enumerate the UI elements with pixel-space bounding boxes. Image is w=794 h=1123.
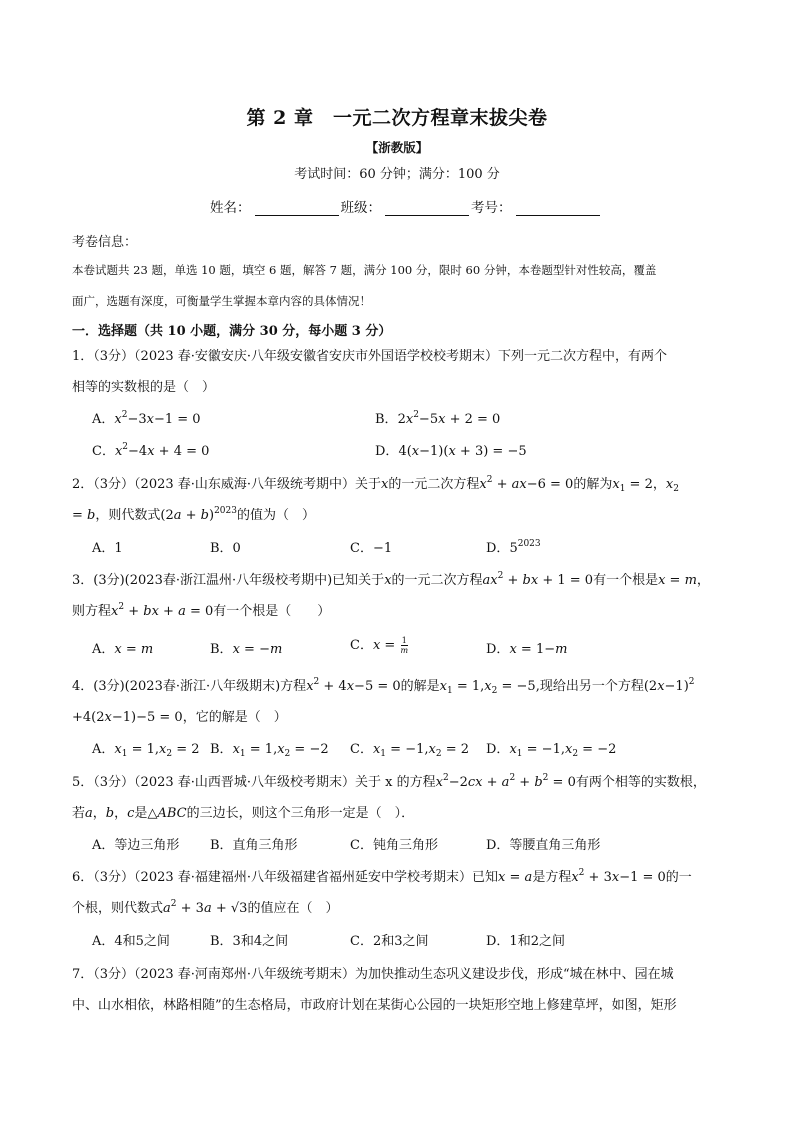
class-label: 班级：: [340, 200, 381, 216]
name-blank[interactable]: [255, 200, 339, 216]
q5-option-a[interactable]: A．等边三角形: [92, 838, 180, 853]
q4-option-b[interactable]: B．$x_1 = 1,x_2 = -2$: [210, 742, 329, 759]
q1-line-1: 1．（3分）（2023 春·安徽安庆·八年级安徽省安庆市外国语学校校考期末）下列一元二次方程中，有两个: [72, 349, 668, 364]
edition-label: 【浙教版】: [365, 140, 429, 155]
q4-option-d[interactable]: D．$x_1 = -1,x_2 = -2$: [486, 742, 617, 759]
q2-line-1: 2．（3分）（2023 春·山东威海·八年级统考期中）关于x的一元二次方程$x^2 + ax-6 = 0$的解为$x_1 = 2$，$x_2$: [72, 475, 679, 494]
q6-option-c[interactable]: C．2和3之间: [350, 934, 429, 949]
q6-option-d[interactable]: D．1和2之间: [486, 934, 565, 949]
q1-option-d[interactable]: D．4(x−1)(x + 3) = −5: [375, 444, 527, 459]
q7-line-1: 7．（3分）（2023 春·河南郑州·八年级统考期末）为加快推动生态巩义建设步伐，形成“城在林中、园在城: [72, 967, 674, 982]
q5-option-d[interactable]: D．等腰直角三角形: [486, 838, 601, 853]
info-line-2: 面广，选题有深度，可衡量学生掌握本章内容的具体情况！: [72, 294, 371, 308]
student-info-row: [210, 196, 602, 216]
q6-option-b[interactable]: B．3和4之间: [210, 934, 289, 949]
q4-option-a[interactable]: A．$x_1 = 1,x_2 = 2$: [92, 742, 200, 759]
time-info: 考试时间：60 分钟；满分：100 分: [294, 167, 500, 182]
page-title: 第 2 章 一元二次方程章末拔尖卷: [246, 107, 548, 129]
q3-option-c[interactable]: C．x = $\frac{1}{m}$: [350, 636, 409, 655]
q3-option-a[interactable]: A．x = m: [92, 642, 154, 657]
q5-line-1: 5．（3分）（2023 春·山西晋城·八年级校考期末）关于 x 的方程$x^2-2cx + a^2 + b^2 = 0$有两个相等的实数根，: [72, 773, 706, 790]
q2-option-a[interactable]: A．1: [92, 541, 123, 556]
q1-line-2: 相等的实数根的是（ ）: [72, 380, 216, 395]
info-line-1: 本卷试题共 23 题，单选 10 题，填空 6 题，解答 7 题，满分 100 分，限时 60 分钟，本卷题型针对性较高，覆盖: [72, 263, 657, 277]
q4-line-2: +4(2x−1)−5 = 0，它的解是（ ）: [72, 710, 287, 725]
q5-option-c[interactable]: C．钝角三角形: [350, 838, 438, 853]
q3-line-2: 则方程$x^2$ + bx + a = 0有一个根是（ ）: [72, 602, 331, 619]
class-blank[interactable]: [385, 200, 469, 216]
q5-option-b[interactable]: B．直角三角形: [210, 838, 298, 853]
q6-line-2: 个根，则代数式$a^2 + 3a + √3$的值应在（ ）: [72, 899, 339, 916]
q6-line-1: 6．（3分）（2023 春·福建福州·八年级福建省福州延安中学校考期末）已知x = a是方程$x^2 + 3x-1 = 0$的一: [72, 868, 692, 885]
q2-option-b[interactable]: B．0: [210, 541, 241, 556]
q1-option-c[interactable]: C．$x^2-4x + 4 = 0$: [92, 442, 210, 459]
q3-line-1: 3．(3分)(2023春·浙江温州·八年级校考期中)已知关于x的一元二次方程$ax^2$ + bx + 1 = 0有一个根是x = m，: [72, 571, 710, 588]
q1-option-b[interactable]: B．$2x^2-5x + 2 = 0$: [375, 410, 501, 427]
name-label: 姓名：: [210, 200, 251, 216]
q2-option-c[interactable]: C．−1: [350, 541, 393, 556]
q6-option-a[interactable]: A．4和5之间: [92, 934, 170, 949]
section-heading: 一．选择题（共 10 小题，满分 30 分，每小题 3 分）: [72, 324, 392, 339]
number-label: 考号：: [471, 200, 512, 216]
number-blank[interactable]: [516, 200, 600, 216]
q1-option-a[interactable]: A．$x^2-3x-1 = 0$: [92, 410, 201, 427]
q4-line-1: 4．(3分)(2023春·浙江·八年级期末)方程$x^2 + 4x-5 = 0$的解是$x_1 = 1,x_2 = -5$,现给出另一个方程$(2x-1)^2$: [72, 677, 695, 696]
q2-option-d[interactable]: D．$5^{2023}$: [486, 539, 541, 556]
q7-line-2: 中、山水相依，林路相随”的生态格局，市政府计划在某街心公园的一块矩形空地上修建草坪，如图，矩形: [72, 998, 677, 1013]
q3-option-d[interactable]: D．x = 1−m: [486, 642, 568, 657]
q5-line-2: 若a，b，c是△ABC的三边长，则这个三角形一定是（ ）．: [72, 806, 415, 821]
info-heading: 考卷信息：: [72, 235, 138, 250]
q4-option-c[interactable]: C．$x_1 = -1,x_2 = 2$: [350, 742, 469, 759]
q3-option-b[interactable]: B．x = −m: [210, 642, 283, 657]
q2-line-2: = b，则代数式$(2a + b)^{2023}$的值为（ ）: [72, 506, 315, 523]
